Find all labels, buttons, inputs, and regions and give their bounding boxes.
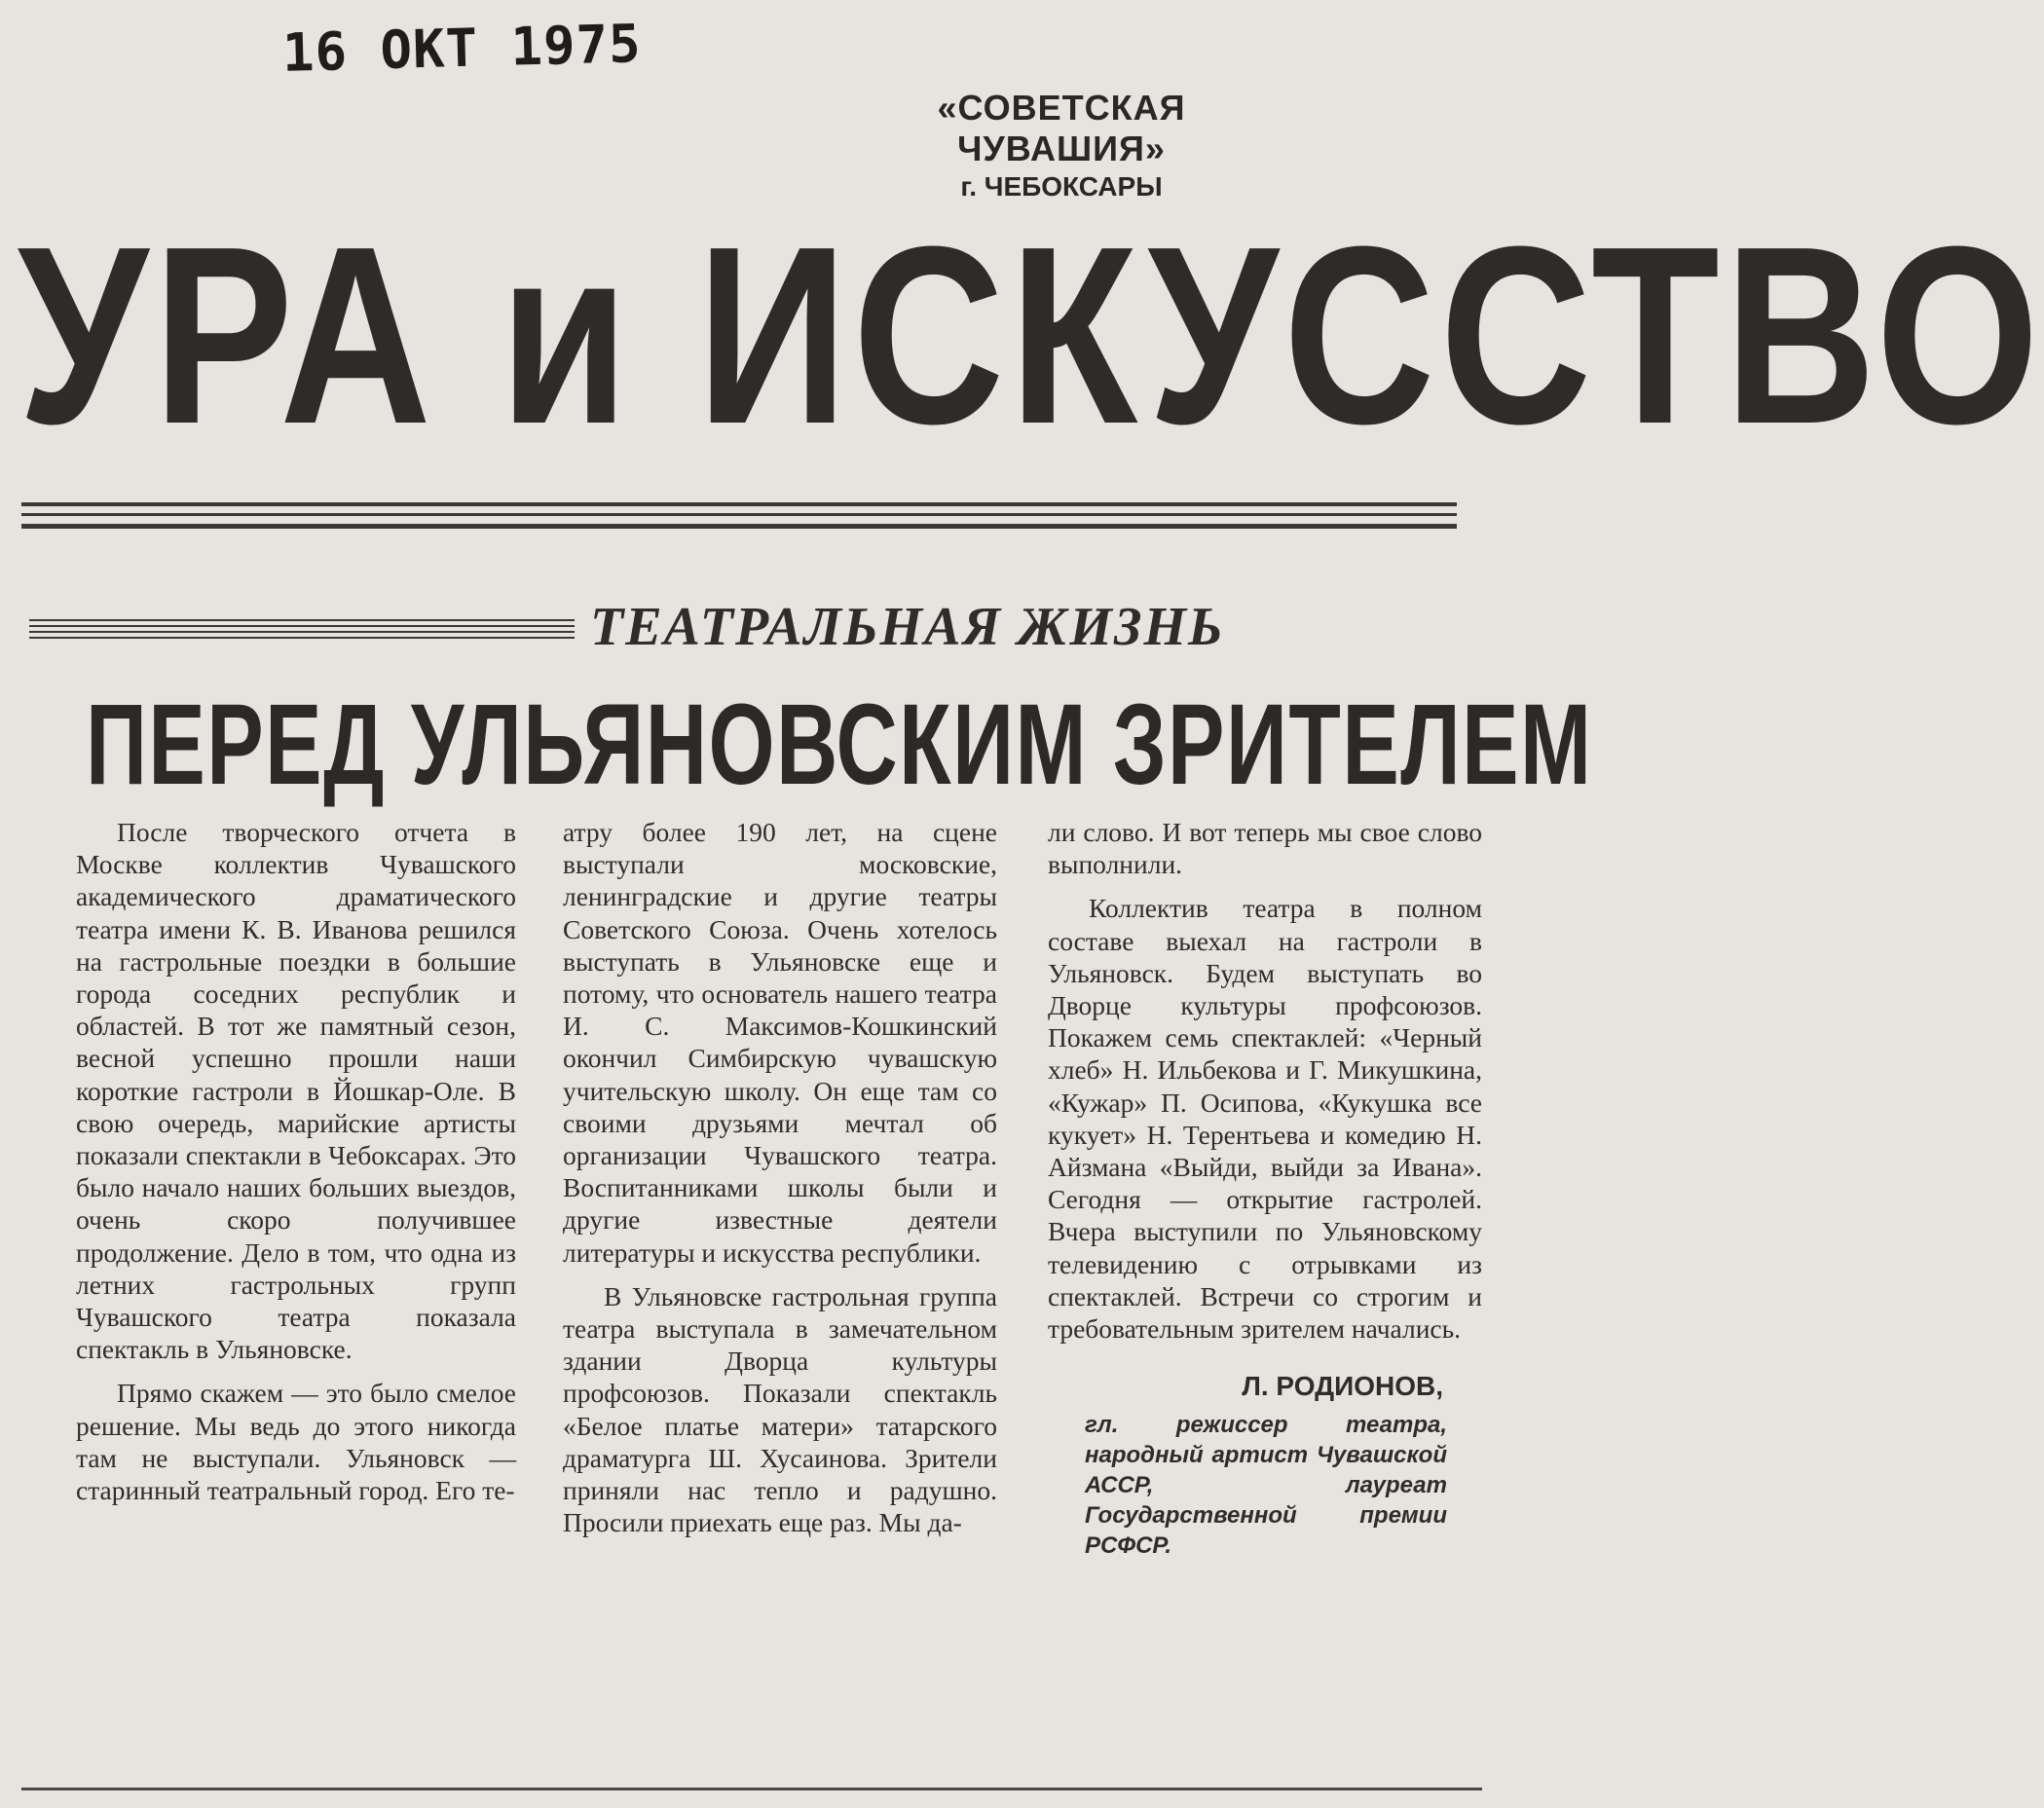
section-rule (29, 625, 575, 627)
paragraph: После творческого отчета в Москве коллектив Чувашского академического драматического театра имени К. В. Иванова решился на гастрольные поездки в большие города соседних республик и областей. В тот же памятный сезон, весной успешно прошли наши короткие гастроли в Йошкар-Оле. В свою очередь, марийские артисты показали спектакли в Чебоксарах. Это было начало наших больших выездов, очень скоро получившее продолжение. Дело в том, что одна из летних гастрольных групп Чувашского театра показала спектакль в Ульяновске. (76, 817, 516, 1365)
article-column-2 (563, 816, 997, 1538)
paragraph: Прямо скажем — это было смелое решение. Мы ведь до этого никогда там не выступали. Ульяновск — старинный театральный город. Его те- (76, 1378, 516, 1506)
article-headline: ПЕРЕД УЛЬЯНОВСКИМ ЗРИТЕЛЕМ (86, 681, 1593, 809)
paragraph: ли слово. И вот теперь мы свое слово выполнили. (1048, 817, 1482, 880)
masthead-rule-top (21, 502, 1457, 506)
masthead-rule-bottom (21, 524, 1457, 529)
author-title: гл. режиссер театра, народный артист Чувашской АССР, лауреат Государственной премии РСФСР. (1085, 1412, 1447, 1560)
author-signature (1048, 1370, 1482, 1561)
section-rule (29, 619, 575, 621)
date-stamp: 16 ОКТ 1975 (281, 13, 643, 84)
newspaper-city: г. ЧЕБОКСАРЫ (960, 171, 1163, 202)
article-column-1 (76, 816, 516, 1506)
section-rule (29, 637, 575, 639)
masthead-title: УРА и ИСКУССТВО (18, 195, 2044, 477)
paragraph: В Ульяновске гастрольная группа театра выступала в замечательном здании Дворца культуры профсоюзов. Показали спектакль «Белое платье матери» татарского драматурга Ш. Хусаинова. Зрители приняли нас тепло и радушно. Просили приехать еще раз. Мы да- (563, 1280, 997, 1538)
section-rule (29, 631, 575, 633)
bottom-rule (21, 1788, 1482, 1790)
masthead-rule-middle (21, 513, 1457, 516)
newspaper-name: «СОВЕТСКАЯ ЧУВАШИЯ» (937, 88, 1186, 168)
paragraph: Коллектив театра в полном составе выехал на гастроли в Ульяновск. Будем выступать во Дворце культуры профсоюзов. Покажем семь спектаклей: «Черный хлеб» Н. Ильбекова и Г. Микушкина, «Кужар» П. Осипова, «Кукушка все кукует» Н. Терентьева и комедию Н. Айзмана «Выйди, выйди за Ивана». Сегодня — открытие гастролей. Вчера выступили по Ульяновскому телевидению с отрывками из спектаклей. Встречи со строгим и требовательным зрителем начались. (1048, 893, 1482, 1345)
section-title: ТЕАТРАЛЬНАЯ ЖИЗНЬ (590, 597, 1225, 657)
author-name: Л. РОДИОНОВ, (1242, 1371, 1443, 1402)
paragraph: атру более 190 лет, на сцене выступали московские, ленинградские и другие театры Советского Союза. Очень хотелось выступать в Ульяновске еще и потому, что основатель нашего театра И. С. Максимов-Кошкинский окончил Симбирскую чувашскую учительскую школу. Он еще там со своими друзьями мечтал об организации Чувашского театра. Воспитанниками школы были и другие известные деятели литературы и искусства республики. (563, 817, 997, 1268)
article-column-3 (1048, 816, 1482, 1561)
